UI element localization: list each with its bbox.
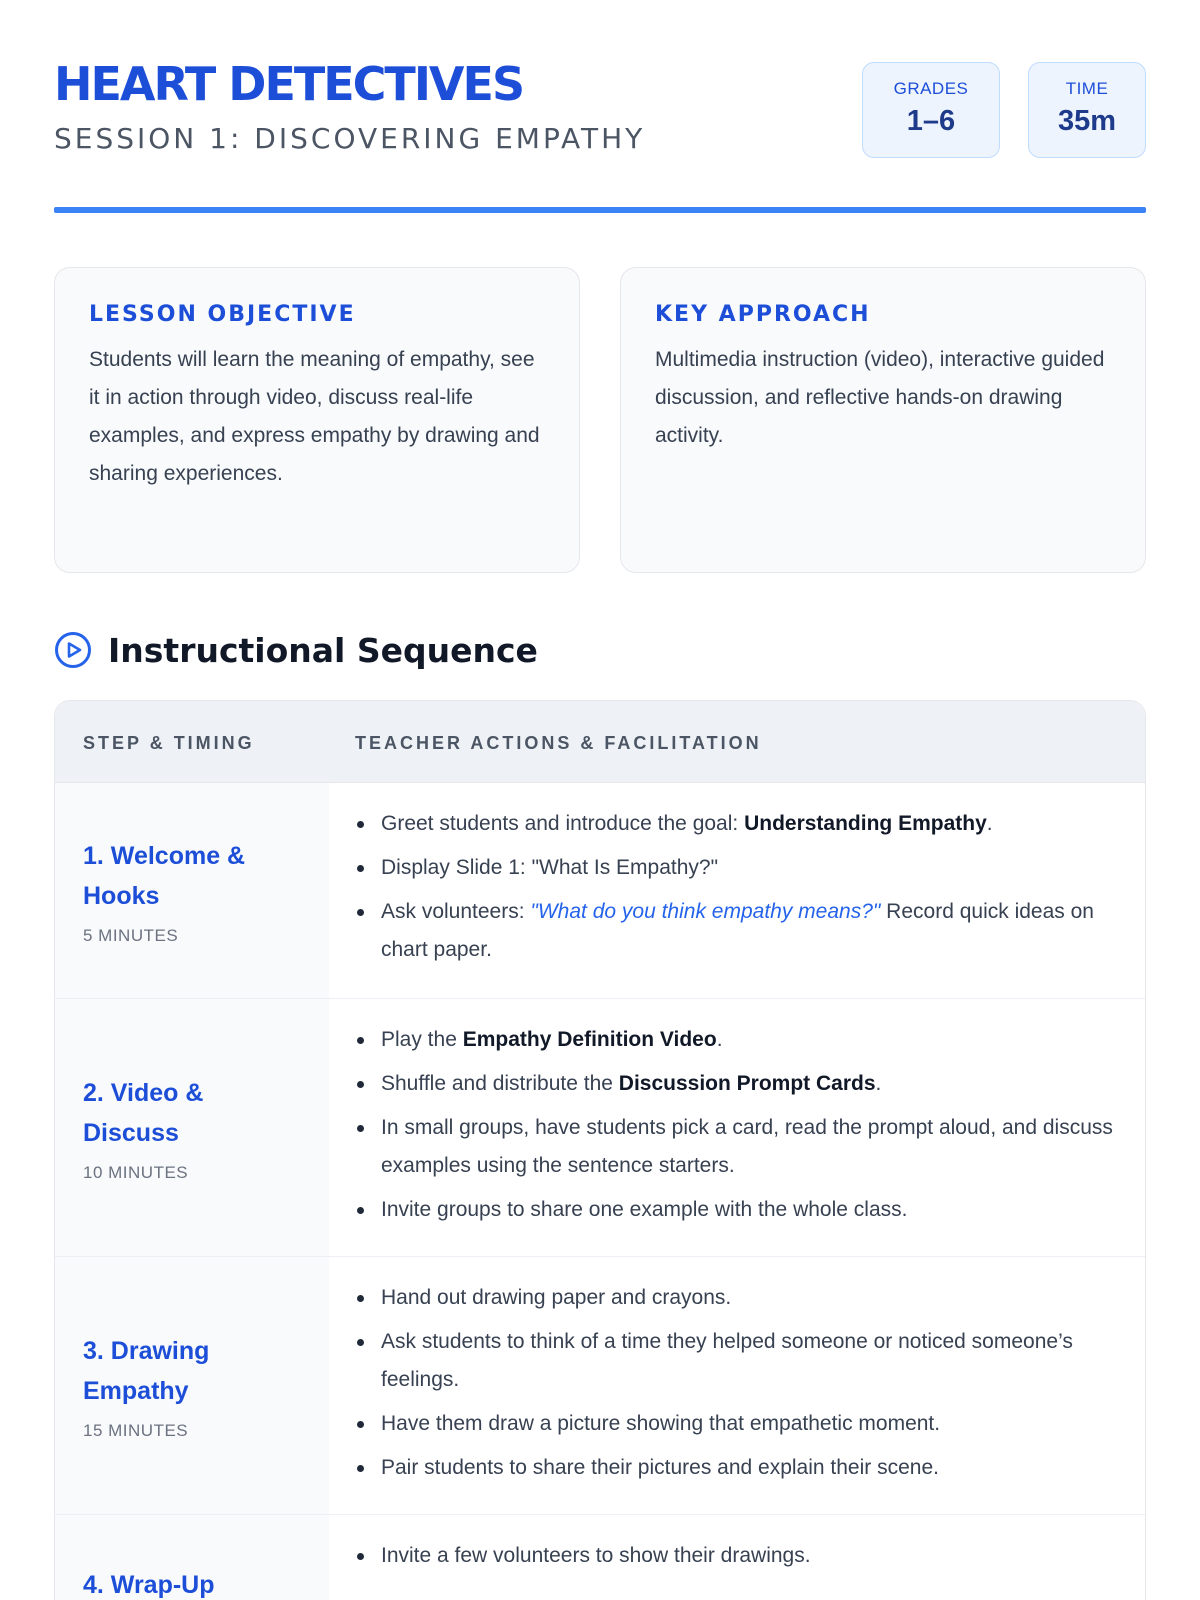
step-duration: 10 MINUTES (83, 1162, 189, 1182)
step-duration: 15 MINUTES (83, 1420, 189, 1440)
step-cell (55, 1257, 329, 1514)
column-header-step: STEP & TIMING (83, 733, 255, 753)
action-item: Have them draw a picture showing that empathetic moment. (355, 1405, 1115, 1443)
step-name: 4. Wrap-Up (83, 1571, 215, 1599)
table-row (55, 783, 1145, 999)
step-name: 1. Welcome & Hooks (83, 841, 246, 910)
action-item: Play the Empathy Definition Video. (355, 1021, 1115, 1059)
action-item: Invite a few volunteers to show their drawings. (355, 1537, 1115, 1575)
sequence-header (54, 630, 538, 670)
play-circle-icon (54, 631, 92, 669)
actions-list (355, 1021, 1115, 1229)
lesson-objective-heading: LESSON OBJECTIVE (89, 302, 356, 327)
action-item: Ask volunteers: "What do you think empathy means?" Record quick ideas on chart paper. (355, 893, 1115, 969)
actions-cell (329, 1515, 1145, 1600)
lesson-objective-text: Students will learn the meaning of empathy, see it in action through video, discuss real-life examples, and express empathy by drawing and sharing experiences. (89, 348, 540, 485)
table-header (55, 701, 1145, 783)
key-approach-card (620, 267, 1146, 573)
time-value: 35m (1057, 105, 1117, 137)
action-item: Pair students to share their pictures and explain their scene. (355, 1449, 1115, 1487)
step-duration: 5 MINUTES (83, 925, 179, 945)
action-emphasis: Empathy Definition Video (462, 1028, 717, 1051)
actions-list (355, 1537, 1115, 1575)
table-row (55, 1257, 1145, 1515)
action-item: Invite groups to share one example with the whole class. (355, 1191, 1115, 1229)
step-name: 3. Drawing Empathy (83, 1336, 210, 1405)
lesson-objective-card (54, 267, 580, 573)
table-row (55, 1515, 1145, 1600)
action-item: Hand out drawing paper and crayons. (355, 1279, 1115, 1317)
sequence-heading: Instructional Sequence (108, 630, 538, 670)
action-emphasis: Understanding Empathy (744, 812, 987, 835)
time-badge (1028, 62, 1146, 158)
action-item: Greet students and introduce the goal: Understanding Empathy. (355, 805, 1115, 843)
key-approach-text: Multimedia instruction (video), interactive guided discussion, and reflective hands-on drawing activity. (655, 348, 1105, 447)
action-item: Shuffle and distribute the Discussion Prompt Cards. (355, 1065, 1115, 1103)
sequence-table (54, 700, 1146, 1600)
key-approach-heading: KEY APPROACH (655, 302, 871, 327)
action-item: Display Slide 1: "What Is Empathy?" (355, 849, 1115, 887)
actions-list (355, 805, 1115, 969)
action-item: In small groups, have students pick a card, read the prompt aloud, and discuss examples using the sentence starters. (355, 1109, 1115, 1185)
grades-label: GRADES (893, 79, 969, 98)
page-title: HEART DETECTIVES (54, 57, 524, 111)
action-quote: "What do you think empathy means?" (530, 900, 881, 923)
actions-list (355, 1279, 1115, 1487)
page-header (54, 56, 1146, 216)
action-item: Ask students to think of a time they helped someone or noticed someone’s feelings. (355, 1323, 1115, 1399)
time-label: TIME (1065, 79, 1109, 98)
step-name: 2. Video & Discuss (83, 1078, 204, 1147)
step-cell (55, 783, 329, 998)
step-cell (55, 999, 329, 1256)
actions-cell (329, 783, 1145, 998)
actions-cell (329, 999, 1145, 1256)
table-row (55, 999, 1145, 1257)
grades-badge (862, 62, 1000, 158)
column-header-actions: TEACHER ACTIONS & FACILITATION (355, 733, 762, 753)
step-cell (55, 1515, 329, 1600)
action-emphasis: Discussion Prompt Cards (618, 1072, 876, 1095)
header-divider (54, 207, 1146, 213)
grades-value: 1–6 (906, 105, 956, 137)
page-subtitle: SESSION 1: DISCOVERING EMPATHY (54, 122, 646, 155)
table-body (55, 783, 1145, 1600)
actions-cell (329, 1257, 1145, 1514)
